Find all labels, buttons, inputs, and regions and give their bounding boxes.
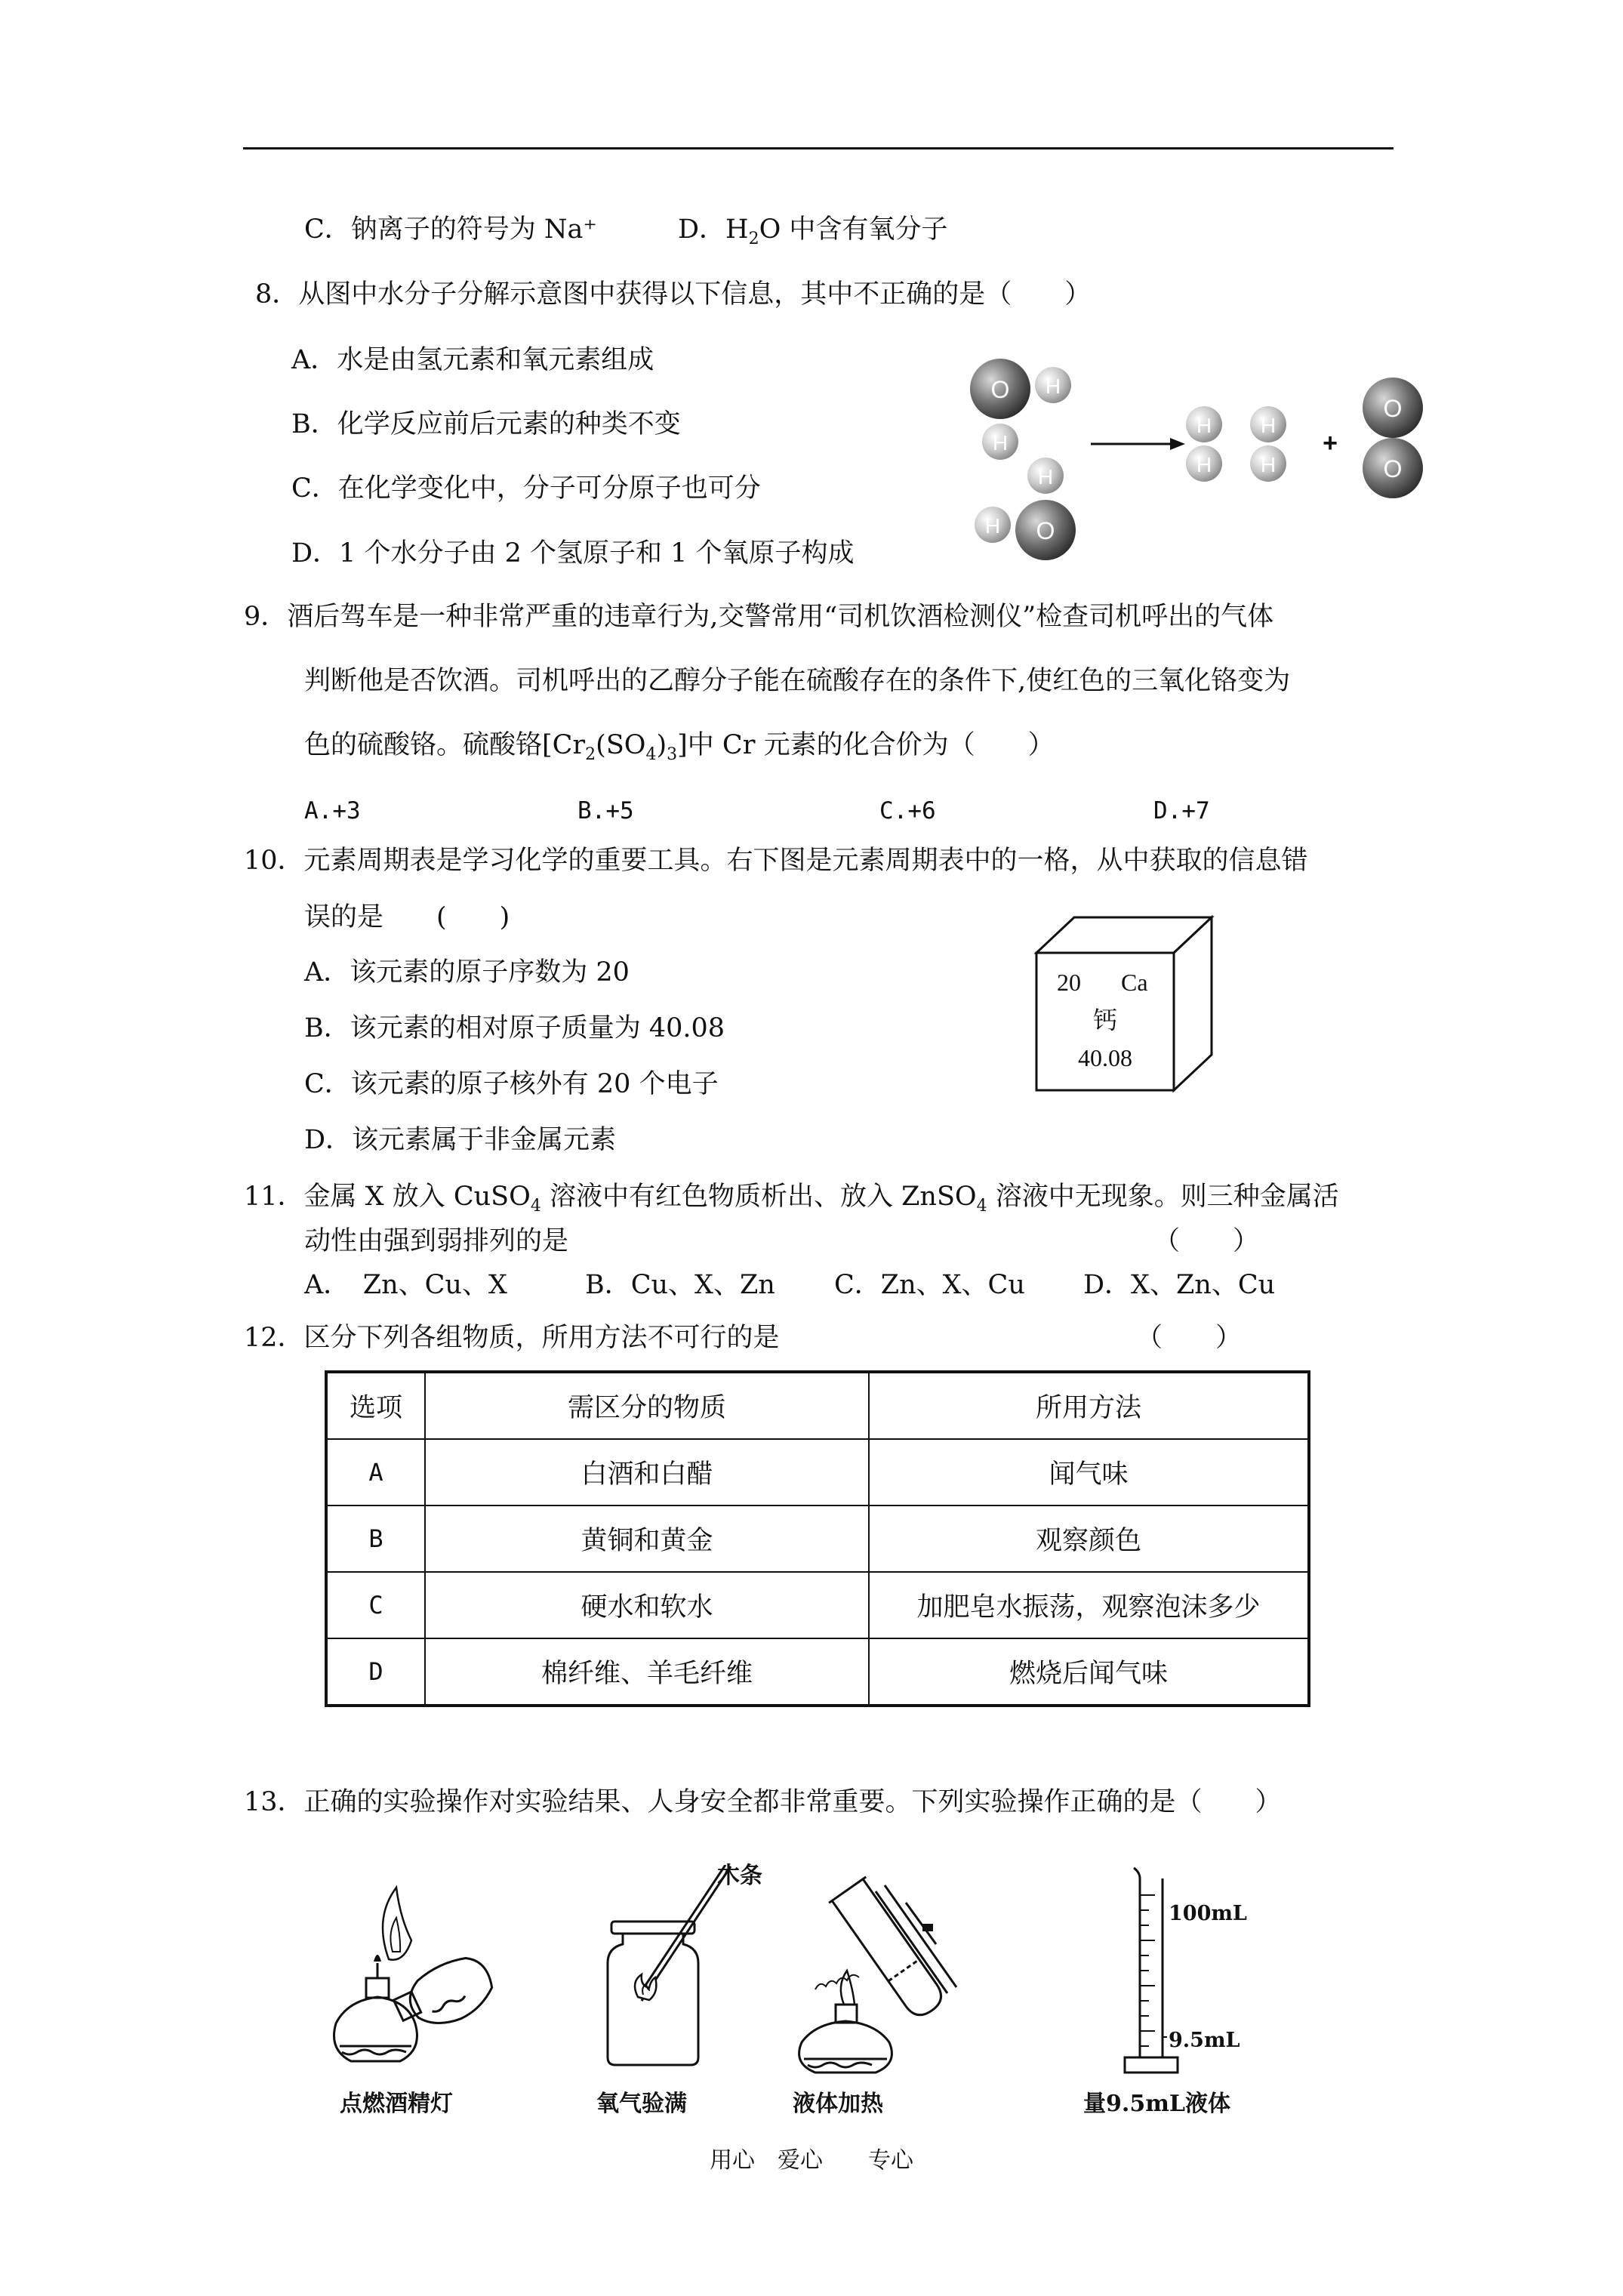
element-cell-cube [1034,915,1223,1096]
svg-text:H: H [984,514,1001,538]
cylinder-mark-label: 9.5mL [1169,2029,1240,2052]
svg-text:40.08: 40.08 [1078,1044,1132,1071]
q11-option-c: C．Zn、X、Cu [834,1270,1025,1300]
table-row [326,1638,1309,1706]
heating-liquid-figure [785,1861,1004,2080]
q7-option-d: D．$H_2O$ 中含有氧分子 [678,214,948,248]
table-cell: 硬水和软水 [425,1572,869,1638]
table-cell: D [326,1638,425,1706]
q9-line-2: 判断他是否饮酒。司机呼出的乙醇分子能在硫酸存在的条件下,使红色的三氧化铬变为 [304,666,1291,696]
oxygen-molecule [1363,378,1423,498]
water-decomposition-diagram [959,355,1442,574]
oxygen-full-test-figure [596,1865,747,2076]
table-row [326,1572,1309,1638]
q8-stem: 8．从图中水分子分解示意图中获得以下信息，其中不正确的是（ ） [255,279,1092,310]
svg-text:O: O [1383,455,1403,482]
svg-text:20: 20 [1057,969,1081,996]
svg-text:+: + [1323,429,1338,458]
table-header: 所用方法 [869,1372,1309,1439]
table-cell: 加肥皂水振荡，观察泡沫多少 [869,1572,1309,1638]
table-row [326,1505,1309,1572]
cylinder-top-label: 100mL [1169,1902,1247,1925]
q11-option-d: D．X、Zn、Cu [1083,1270,1276,1300]
q9-line-3: 色的硫酸铬。硫酸铬$[Cr_2(SO_4)_3]$中 Cr 元素的化合价为（ ） [304,730,1055,764]
svg-text:H: H [992,431,1009,455]
svg-text:H: H [1196,453,1212,476]
table-cell: 白酒和白醋 [425,1439,869,1505]
q10-option-c: C．该元素的原子核外有 20 个电子 [304,1069,719,1099]
q8-option-b: B．化学反应前后元素的种类不变 [291,409,681,439]
q9-option-a: A.+3 [304,797,361,824]
table-header-row [326,1372,1309,1439]
q11-option-a: A． Zn、Cu、X [304,1270,507,1300]
table-cell: 棉纤维、羊毛纤维 [425,1638,869,1706]
q8-option-d: D．1 个水分子由 2 个氢原子和 1 个氧原子构成 [291,538,855,569]
svg-text:H: H [1196,414,1212,437]
svg-text:H: H [1045,374,1061,398]
q10-option-a: A．该元素的原子序数为 20 [304,957,630,988]
q9-option-b: B.+5 [577,797,634,824]
q11-option-b: B．Cu、X、Zn [585,1270,775,1300]
fig-label-light-lamp: 点燃酒精灯 [340,2091,453,2117]
hydrogen-molecules [1186,406,1286,482]
q10-line-1: 10．元素周期表是学习化学的重要工具。右下图是元素周期表中的一格，从中获取的信息错 [244,846,1308,876]
q11-answer-paren: （ ） [1153,1226,1260,1256]
table-header: 需区分的物质 [425,1372,869,1439]
svg-text:H: H [1260,453,1277,476]
svg-text:O: O [1036,517,1055,544]
q12-options-table [325,1370,1310,1707]
q12-stem: 12．区分下列各组物质，所用方法不可行的是 [244,1323,780,1353]
table-cell: 闻气味 [869,1439,1309,1505]
q12-answer-paren: （ ） [1136,1323,1243,1353]
table-cell: A [326,1439,425,1505]
wood-stick-label: 木条 [717,1863,762,1889]
page-footer: 用心 爱心 专心 [710,2147,913,2174]
svg-text:H: H [1260,414,1277,437]
table-cell: 观察颜色 [869,1505,1309,1572]
q10-option-d: D．该元素属于非金属元素 [304,1125,617,1155]
q11-line-2: 动性由强到弱排列的是 [304,1226,569,1256]
q9-option-d: D.+7 [1153,797,1210,824]
header-rule [243,147,1394,149]
q9-option-c: C.+6 [879,797,936,824]
water-molecule-1 [970,359,1071,460]
q9-line-1: 9．酒后驾车是一种非常严重的违章行为,交警常用“司机饮酒检测仪”检查司机呼出的气体 [244,602,1274,632]
q7-option-c: C．钠离子的符号为 Na⁺ [304,214,597,245]
q8-option-a: A．水是由氢元素和氧元素组成 [291,345,654,375]
lighting-alcohol-lamp-figure [321,1872,517,2076]
svg-text:O: O [990,376,1010,403]
fig-label-oxygen-test: 氧气验满 [596,2091,687,2117]
fig-label-measure: 量9.5mL液体 [1083,2091,1231,2117]
table-header: 选项 [326,1372,425,1439]
fig-label-heating: 液体加热 [793,2091,883,2117]
table-row [326,1439,1309,1505]
q8-option-c: C．在化学变化中，分子可分原子也可分 [291,473,761,504]
table-cell: B [326,1505,425,1572]
svg-text:钙: 钙 [1092,1006,1118,1034]
table-cell: 燃烧后闻气味 [869,1638,1309,1706]
table-cell: C [326,1572,425,1638]
q10-line-2: 误的是 ( ) [304,902,510,932]
svg-text:H: H [1037,465,1054,488]
table-cell: 黄铜和黄金 [425,1505,869,1572]
q13-stem: 13．正确的实验操作对实验结果、人身安全都非常重要。下列实验操作正确的是（ ） [244,1787,1282,1817]
q10-option-b: B．该元素的相对原子质量为 40.08 [304,1013,725,1043]
water-molecule-2 [975,458,1076,560]
svg-text:O: O [1383,395,1403,422]
q11-line-1: 11．金属 X 放入 CuSO$_4$ 溶液中有红色物质析出、放入 ZnSO$_4$ 溶液中无现象。则三种金属活 [244,1182,1339,1216]
svg-text:Ca: Ca [1121,969,1148,996]
